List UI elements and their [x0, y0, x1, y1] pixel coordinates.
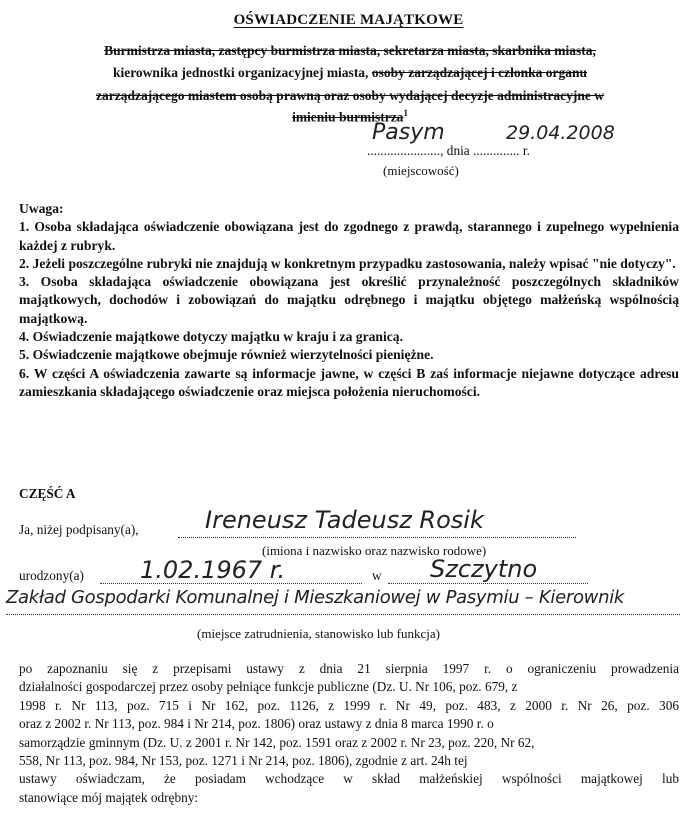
employment-line [6, 614, 680, 615]
date-handwritten: 29.04.2008 [506, 122, 615, 144]
name-line [178, 537, 576, 538]
header-line-2 [30, 65, 670, 81]
r-label: r. [522, 143, 530, 158]
place-handwritten: Pasym [372, 120, 445, 145]
note-item-6: 6. W części A oświadczenia zawarte są informacje jawne, w części B zaś informacje niejawne dotyczące adresu zamieszkania składającego oświadczenie oraz miejsca położenia nieruchomości. [19, 365, 679, 399]
legal-line-7: ustawy oświadczam, że posiadam wchodzące w skład małżeńskiej wspólności majątkowej lub [19, 771, 679, 787]
notes-heading: Uwaga: [19, 201, 64, 216]
document-title: OŚWIADCZENIE MAJĄTKOWE [233, 12, 464, 28]
employment-handwritten: Zakład Gospodarki Komunalnej i Mieszkaniowej w Pasymiu – Kierownik [6, 587, 625, 608]
place-date-line [367, 143, 530, 159]
legal-line-8: stanowiące mój majątek odrębny: [19, 789, 199, 805]
part-a-heading: CZĘŚĆ A [19, 486, 76, 501]
dnia-label: , dnia [440, 143, 470, 158]
in-label: w [372, 568, 382, 583]
birth-place-line [388, 583, 588, 584]
footnote-mark: 1 [403, 108, 408, 118]
born-label: urodzony(a) [19, 568, 84, 583]
legal-line-1: po zapoznaniu się z przepisami ustawy z dnia 21 sierpnia 1997 r. o ograniczeniu prowadzenia [19, 661, 679, 676]
legal-line-4: oraz z 2002 r. Nr 113, poz. 984 i Nr 214, poz. 1806) oraz ustawy z dnia 8 marca 1990 r. o [19, 716, 494, 732]
legal-line-3: 1998 r. Nr 113, poz. 715 i Nr 162, poz. 1126, z 1999 r. Nr 49, poz. 483, z 2000 r. Nr 26, poz. 306 [19, 697, 679, 713]
header-line-2-kept: kierownika jednostki organizacyjnej miasta, [112, 65, 369, 80]
header-line-3: zarządzającego miastem osobą prawną oraz osoby wydającej decyzje administracyjne w [95, 88, 605, 103]
place-caption: (miejscowość) [383, 163, 459, 178]
legal-line-6: 558, Nr 113, poz. 984, Nr 153, poz. 1271 i Nr 214, poz. 1806), zgodnie z art. 24h tej [19, 753, 468, 769]
undersigned-label: Ja, niżej podpisany(a), [19, 522, 139, 537]
place-dots: ...................... [367, 143, 441, 158]
note-item-1: 1. Osoba składająca oświadczenie obowiązana jest do zgodnego z prawdą, starannego i zupełnego wypełnienia każdej z rubryk. [19, 219, 679, 253]
legal-line-2: działalności gospodarczej przez osoby pełniące funkcje publiczne (Dz. U. Nr 106, poz. 679, z [19, 679, 518, 695]
birth-place-handwritten: Szczytno [430, 555, 538, 583]
legal-paragraph [19, 660, 679, 807]
notes-section [19, 200, 679, 401]
birth-date-handwritten: 1.02.1967 r. [140, 556, 286, 584]
header-line-1: Burmistrza miasta, zastępcy burmistrza miasta, sekretarza miasta, skarbnika miasta, [104, 43, 596, 58]
note-item-2: 2. Jeżeli poszczególne rubryki nie znajdują w konkretnym przypadku zastosowania, należy wpisać "nie dotyczy". [19, 255, 676, 271]
legal-line-5: samorządzie gminnym (Dz. U. z 2001 r. Nr 142, poz. 1591 oraz z 2002 r. Nr 23, poz. 220, Nr 62, [19, 734, 535, 750]
date-dots: .............. [473, 143, 520, 158]
note-item-4: 4. Oświadczenie majątkowe dotyczy majątku w kraju i za granicą. [19, 329, 403, 345]
name-handwritten: Ireneusz Tadeusz Rosik [205, 506, 484, 534]
note-item-3: 3. Osoba składająca oświadczenie obowiązana jest określić przynależność poszczególnych składników majątkowych, dochodów i zobowiązań do majątku odrębnego i majątku objętego małżeńską wspólnością majątkową. [19, 274, 679, 326]
employment-caption: (miejsce zatrudnienia, stanowisko lub funkcja) [197, 626, 440, 641]
header-line-2-struck: osoby zarządzającej i członka organu [371, 65, 588, 80]
name-caption: (imiona i nazwisko oraz nazwisko rodowe) [262, 543, 487, 558]
note-item-5: 5. Oświadczenie majątkowe obejmuje również wierzytelności pieniężne. [19, 347, 434, 363]
header-line-4-text: imieniu burmistrza [292, 109, 404, 125]
